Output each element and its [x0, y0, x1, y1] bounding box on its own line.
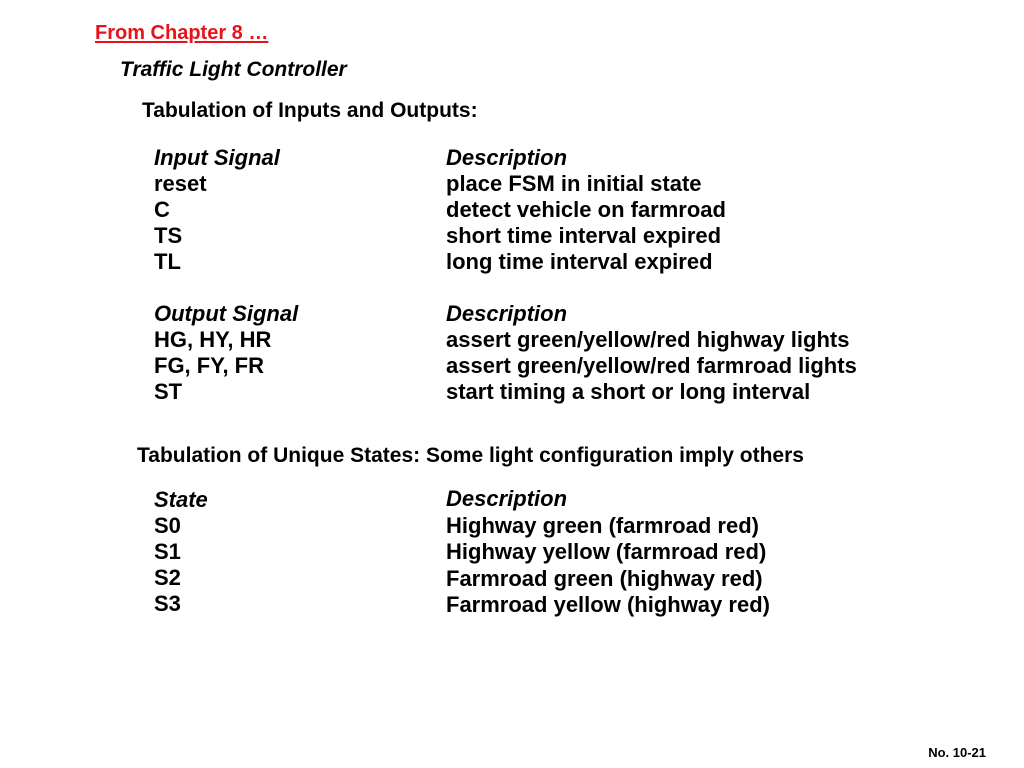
state-header: State — [154, 487, 208, 512]
state-cell: S2 — [154, 565, 181, 590]
state-column — [154, 487, 208, 617]
state-description-cell: Farmroad green (highway red) — [446, 565, 763, 591]
input-description-header: Description — [446, 145, 568, 170]
input-signal-cell: C — [154, 197, 170, 222]
output-description-header: Description — [446, 301, 568, 326]
state-description-cell: Highway yellow (farmroad red) — [446, 539, 767, 564]
output-signal-column — [154, 301, 298, 405]
output-signal-cell: HG, HY, HR — [154, 327, 272, 352]
slide-subtitle: Traffic Light Controller — [120, 58, 347, 81]
output-description-cell: start timing a short or long interval — [446, 379, 811, 404]
state-description-column — [446, 486, 770, 619]
states-section-title: Tabulation of Unique States: Some light configuration imply others — [137, 444, 804, 467]
input-signal-cell: reset — [154, 171, 207, 196]
input-description-column — [446, 145, 726, 275]
input-signal-header: Input Signal — [154, 145, 280, 170]
output-description-column — [446, 301, 857, 405]
input-signal-cell: TS — [154, 223, 183, 248]
state-cell: S3 — [154, 591, 181, 616]
output-signal-header: Output Signal — [154, 301, 299, 326]
output-signal-cell: ST — [154, 379, 183, 404]
state-cell: S0 — [154, 513, 181, 538]
input-description-cell: detect vehicle on farmroad — [446, 197, 726, 222]
input-description-cell: place FSM in initial state — [446, 171, 702, 196]
page-number: No. 10-21 — [928, 745, 986, 760]
input-description-cell: long time interval expired — [446, 249, 713, 274]
chapter-link[interactable]: From Chapter 8 … — [95, 22, 269, 44]
output-signal-cell: FG, FY, FR — [154, 353, 264, 378]
input-signal-column — [154, 145, 280, 275]
state-description-cell: Farmroad yellow (highway red) — [446, 592, 770, 617]
input-signal-cell: TL — [154, 249, 181, 274]
io-section-title: Tabulation of Inputs and Outputs: — [142, 99, 478, 122]
state-description-header: Description — [446, 486, 568, 511]
state-cell: S1 — [154, 539, 181, 564]
state-description-cell: Highway green (farmroad red) — [446, 512, 759, 538]
input-description-cell: short time interval expired — [446, 223, 722, 248]
output-description-cell: assert green/yellow/red highway lights — [446, 327, 850, 352]
output-description-cell: assert green/yellow/red farmroad lights — [446, 353, 857, 378]
